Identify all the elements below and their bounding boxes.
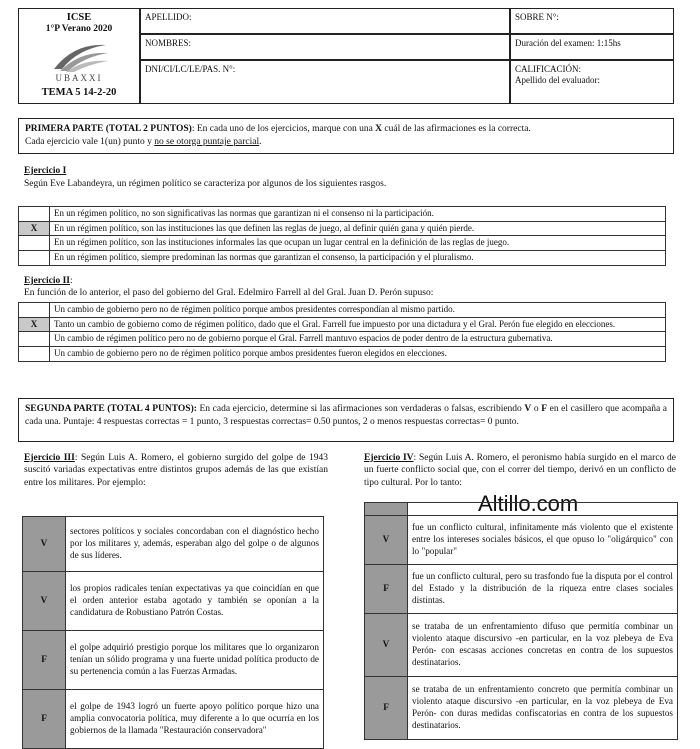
option-row[interactable]: En un régimen político, son las instituciones informales las que ocupan un lugar central en la definición de las reglas de juego.: [19, 236, 666, 251]
answer-cell[interactable]: F: [365, 677, 408, 740]
option-row[interactable]: Un cambio de régimen político pero no de gobierno porque el Gral. Farrell mantuvo espacios de poder dentro de la estructura gubernativa.: [19, 332, 666, 347]
nombres-field[interactable]: NOMBRES:: [140, 34, 510, 60]
exam-period: 1°P Verano 2020: [45, 24, 113, 35]
uba-logo-icon: [44, 39, 114, 75]
sobre-field[interactable]: SOBRE N°:: [510, 8, 674, 34]
answer-cell[interactable]: F: [23, 631, 66, 690]
statement: se trataba de un enfrentamiento concreto que permitía combinar un violento ataque discursivo -en particular, en la voz plebeya de Eva Perón- con duras medidas confiscatorias en contra de los supuestos destinatarios.: [408, 677, 678, 740]
statement: fue un conflicto cultural, infinitamente más violento que el existente entre los intereses sociales básicos, el que opuso lo "oligárquico" con lo "popular": [408, 516, 678, 565]
part1-instructions: PRIMERA PARTE (TOTAL 2 PUNTOS): En cada uno de los ejercicios, marque con una X cuál de las afirmaciones es la correcta. Cada ejercicio vale 1(un) punto y no se otorga puntaje parcial.: [18, 118, 674, 154]
watermark: Altillo.com: [478, 491, 579, 516]
part2-instructions: SEGUNDA PARTE (TOTAL 4 PUNTOS): En cada ejercicio, determine si las afirmaciones son verdaderas o falsas, escribiendo V o F en el casillero que acompaña a cada una. Puntaje: 4 respuestas correctas = 1 punto, 3 respuestas correctas= 0.50 puntos, 2 o menos respuestas correctas= 0 punto.: [18, 398, 674, 442]
answer-cell[interactable]: F: [23, 690, 66, 749]
answer-cell[interactable]: F: [365, 565, 408, 614]
option-row[interactable]: X En un régimen político, son las instituciones las que definen las reglas de juego, al definir quién gana y quién pierde.: [19, 221, 666, 236]
duracion-label: Duración del examen: 1:15hs: [510, 34, 674, 60]
ej2-prompt: En función de lo anterior, el paso del gobierno del Gral. Edelmiro Farrell al del Gral. Juan D. Perón supuso:: [24, 288, 434, 298]
ej1-options: [18, 206, 666, 266]
answer-cell[interactable]: V: [365, 614, 408, 677]
option-row[interactable]: Un cambio de gobierno pero no de régimen político porque ambos presidentes fueron elegidos en elecciones.: [19, 347, 666, 362]
option-row[interactable]: X Tanto un cambio de gobierno como de régimen político, dado que el Gral. Farrell fue impuesto por una dictadura y el Gral. Perón fue elegido en elecciones.: [19, 317, 666, 332]
statement: sectores políticos y sociales concordaban con el diagnóstico hecho por los militares y, además, esperaban algo del golpe o de algunos de sus líderes.: [66, 517, 324, 572]
ej1-prompt: Según Eve Labandeyra, un régimen político se caracteriza por algunos de los siguientes rasgos.: [24, 179, 387, 189]
option-row[interactable]: Un cambio de gobierno pero no de régimen político porque ambos presidentes correspondían al mismo partido.: [19, 303, 666, 318]
answer-cell[interactable]: V: [23, 572, 66, 631]
header-id-box: [18, 8, 140, 104]
uba-logo-text: UBAXXI: [55, 73, 103, 83]
statement: el golpe de 1943 logró un fuerte apoyo político porque hizo una amplia convocatoria política, muy diferente a lo que ocurría en los gobiernos de la llamada "Restauración conservadora": [66, 690, 324, 749]
answer-cell[interactable]: V: [365, 516, 408, 565]
option-row[interactable]: En un régimen político, siempre predominan las normas que garantizan el consenso, la participación y el pluralismo.: [19, 251, 666, 266]
course-name: ICSE: [66, 12, 92, 23]
calificacion-field[interactable]: CALIFICACIÓN: Apellido del evaluador:: [510, 60, 674, 104]
statement: los propios radicales tenían expectativas ya que coincidían en que el orden anterior estaba agotado y también se oponían a la candidatura de Robustiano Patrón Costas.: [66, 572, 324, 631]
statement: se trataba de un enfrentamiento difuso que permitía combinar un violento ataque discursivo -en particular, en la voz plebeya de Eva Perón- con escasas acciones concretas en contra de los supuestos destinatarios.: [408, 614, 678, 677]
ej3-table: [22, 516, 324, 749]
ej3-prompt: Ejercicio III: Según Luis A. Romero, el gobierno surgido del golpe de 1943 suscitó variadas expectativas entre distintos grupos además de las que existían entre los militares. Por ejemplo:: [24, 453, 328, 488]
exam-tema: TEMA 5 14-2-20: [41, 87, 117, 99]
statement: el golpe adquirió prestigio porque los militares que lo organizaron tenían un sólido programa y una fuerte unidad política producto de su pertenencia común a las Fuerzas Armadas.: [66, 631, 324, 690]
ej2-title: Ejercicio II:: [24, 276, 73, 286]
statement: fue un conflicto cultural, pero su trasfondo fue la disputa por el control del Estado y la distribución de la riqueza entre clases sociales distintas.: [408, 565, 678, 614]
ej1-title: Ejercicio I: [24, 166, 67, 176]
ej4-prompt: Ejercicio IV: Según Luis A. Romero, el peronismo había surgido en el marco de un fuerte conflicto social que, con el correr del tiempo, derivó en un conflicto de tipo cultural. Por lo tanto:: [364, 453, 677, 488]
dni-field[interactable]: DNI/CI/LC/LE/PAS. N°:: [140, 60, 510, 104]
ej4-table: [364, 502, 678, 740]
ej2-options: [18, 302, 666, 362]
answer-cell[interactable]: V: [23, 517, 66, 572]
option-row[interactable]: En un régimen político, no son significativas las normas que garantizan ni el consenso ni la participación.: [19, 207, 666, 222]
apellido-field[interactable]: APELLIDO:: [140, 8, 510, 34]
